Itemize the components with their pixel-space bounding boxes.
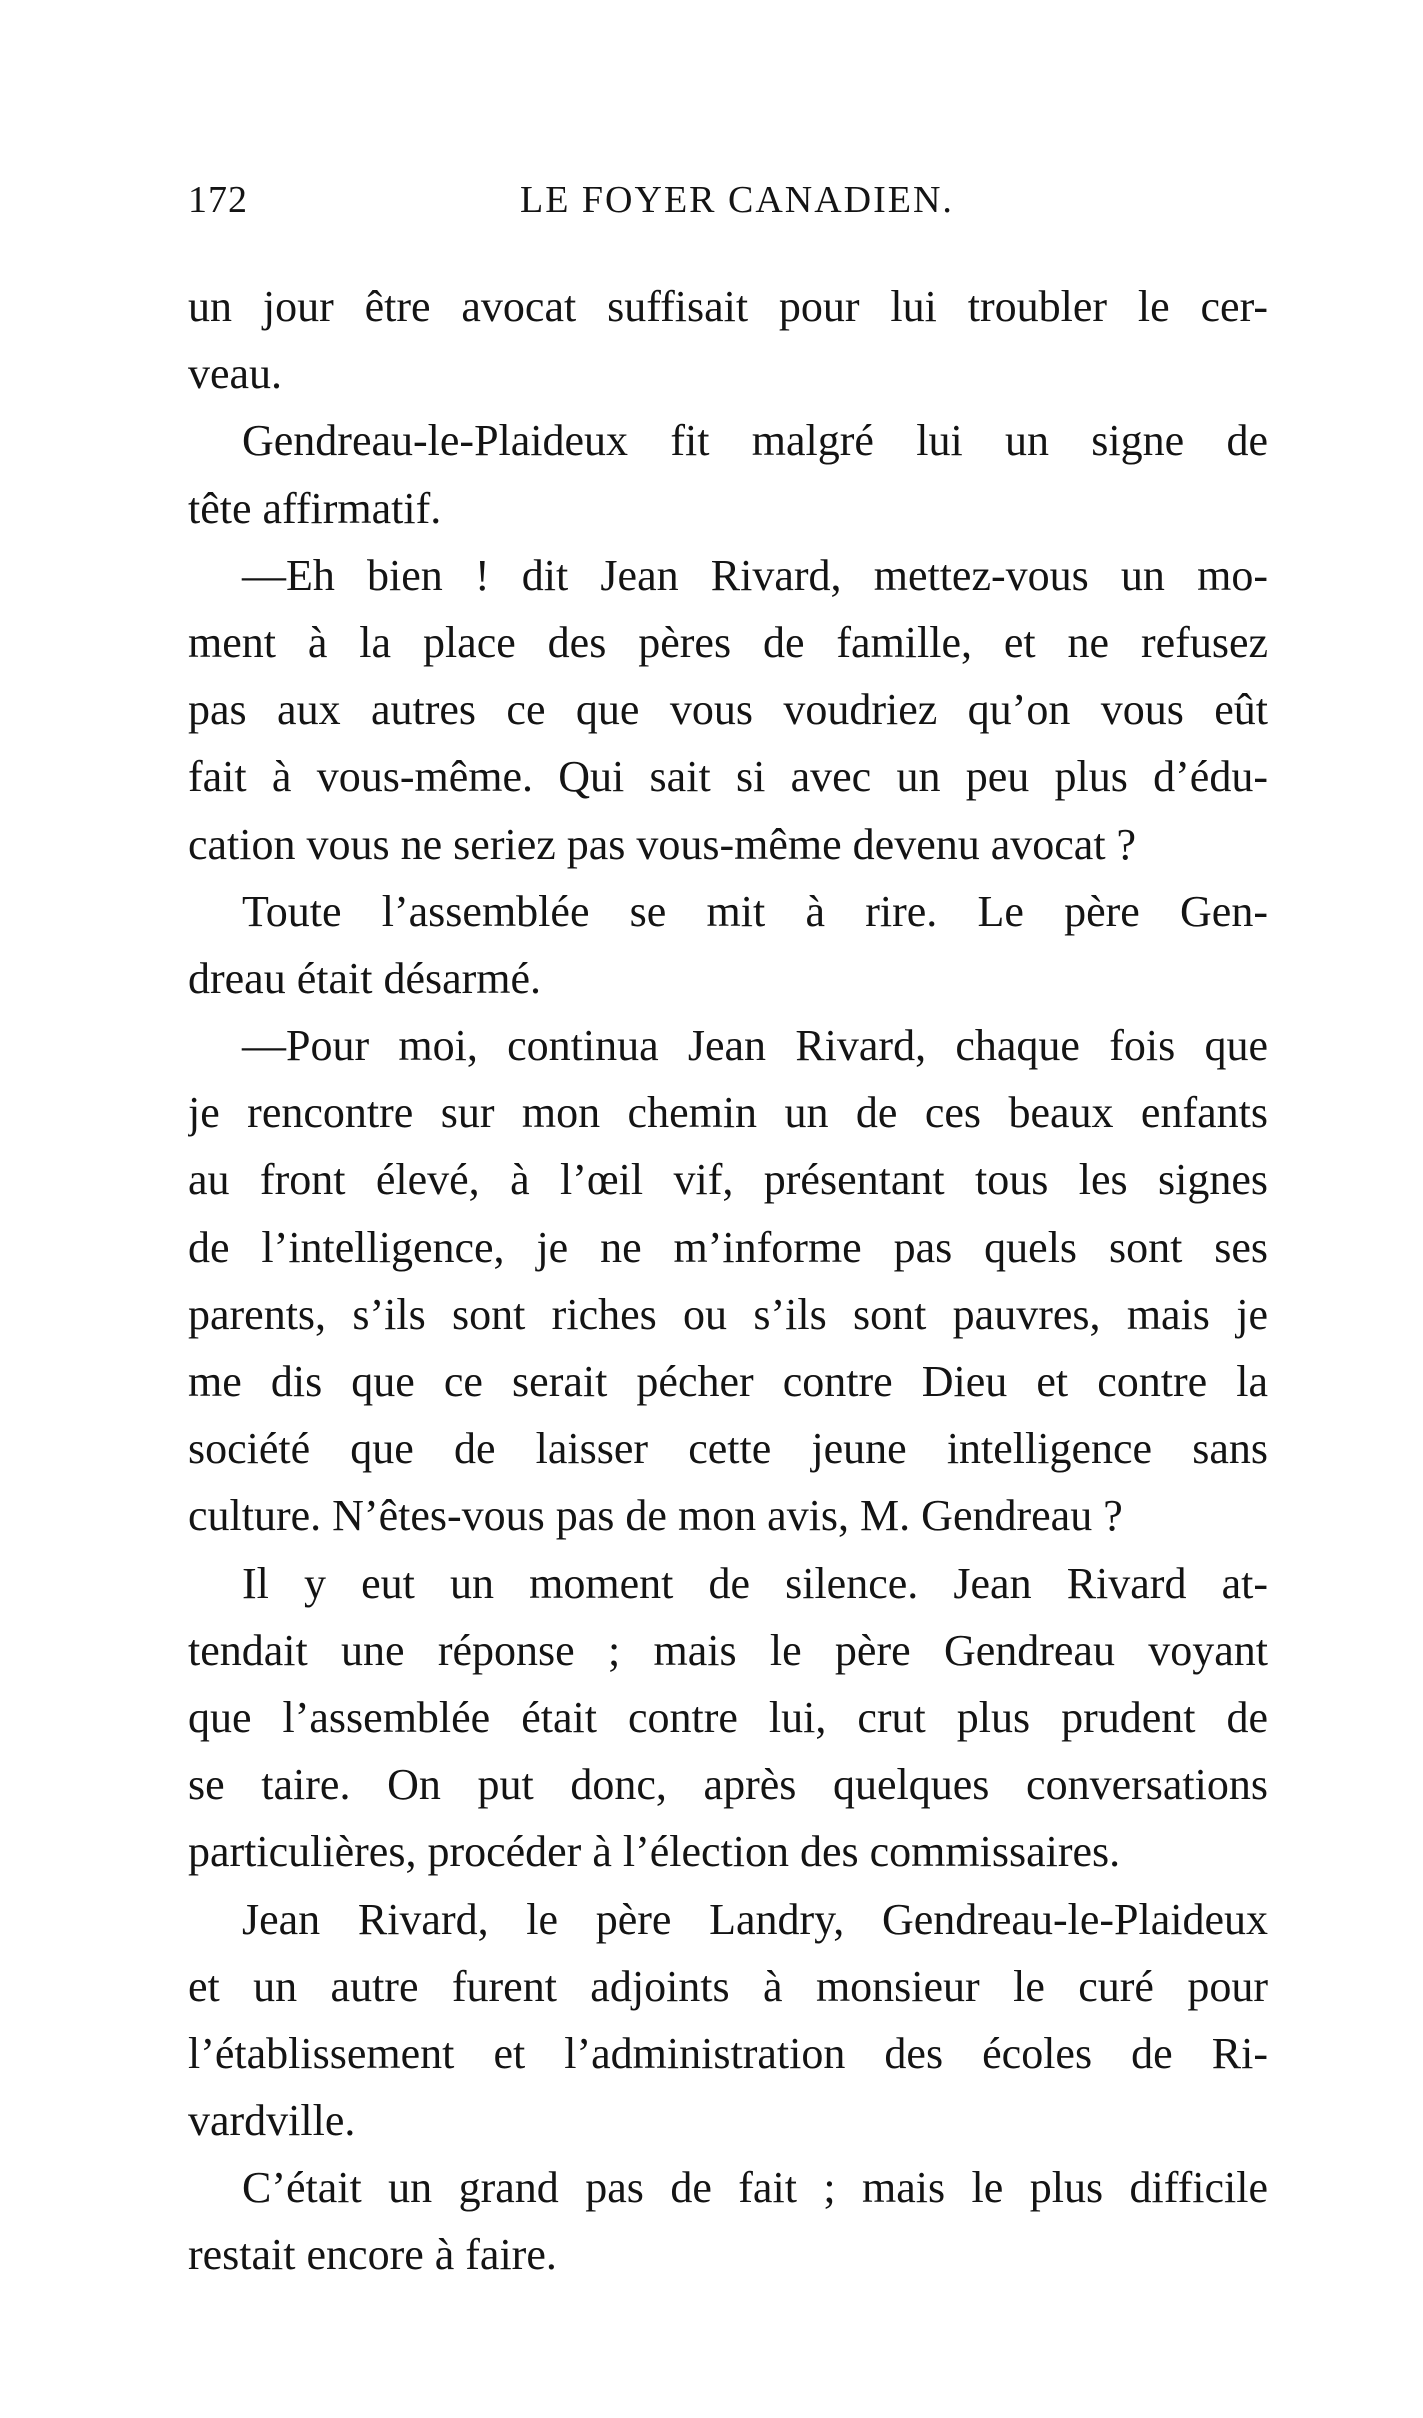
text-line: cation vous ne seriez pas vous-même devenu avocat ? (188, 819, 1137, 869)
page-number: 172 (188, 179, 248, 221)
text-line: restait encore à faire. (188, 2230, 557, 2280)
text-line: tête affirmatif. (188, 483, 442, 533)
text-line: —Pour moi, continua Jean Rivard, chaque fois que (242, 1021, 1268, 1071)
body-text (188, 273, 1268, 2289)
text-line: de l’intelligence, je ne m’informe pas quels sont ses (188, 1222, 1268, 1272)
text-line: veau. (188, 349, 283, 399)
text-line: se taire. On put donc, après quelques conversations (188, 1760, 1268, 1810)
running-head (188, 178, 1268, 228)
text-line: C’était un grand pas de fait ; mais le plus difficile (242, 2163, 1268, 2213)
text-line: Il y eut un moment de silence. Jean Rivard at- (242, 1558, 1268, 1608)
text-line: Toute l’assemblée se mit à rire. Le père Gen- (242, 886, 1268, 936)
text-line: dreau était désarmé. (188, 953, 542, 1003)
running-title: LE FOYER CANADIEN. (520, 179, 954, 221)
text-line: particulières, procéder à l’élection des commissaires. (188, 1827, 1121, 1877)
text-line: parents, s’ils sont riches ou s’ils sont pauvres, mais je (188, 1289, 1268, 1339)
text-line: société que de laisser cette jeune intelligence sans (188, 1424, 1268, 1474)
text-line: vardville. (188, 2096, 356, 2146)
text-line: —Eh bien ! dit Jean Rivard, mettez-vous un mo- (242, 550, 1268, 600)
text-line: me dis que ce serait pécher contre Dieu et contre la (188, 1357, 1268, 1406)
text-line: l’établissement et l’administration des écoles de Ri- (188, 2028, 1268, 2078)
text-line: Jean Rivard, le père Landry, Gendreau-le-Plaideux (242, 1894, 1268, 1944)
text-line: culture. N’êtes-vous pas de mon avis, M. Gendreau ? (188, 1491, 1123, 1541)
text-line: fait à vous-même. Qui sait si avec un peu plus d’édu- (188, 752, 1268, 802)
text-line: je rencontre sur mon chemin un de ces beaux enfants (188, 1088, 1268, 1138)
text-line: au front élevé, à l’œil vif, présentant tous les signes (188, 1155, 1268, 1205)
text-line: pas aux autres ce que vous voudriez qu’on vous eût (188, 685, 1268, 735)
text-line: et un autre furent adjoints à monsieur le curé pour (188, 1961, 1268, 2011)
text-line: Gendreau-le-Plaideux fit malgré lui un signe de (242, 416, 1268, 466)
text-line: que l’assemblée était contre lui, crut plus prudent de (188, 1692, 1268, 1742)
text-line: tendait une réponse ; mais le père Gendreau voyant (188, 1625, 1268, 1675)
text-line: un jour être avocat suffisait pour lui troubler le cer- (188, 282, 1268, 331)
text-line: ment à la place des pères de famille, et ne refusez (188, 617, 1268, 667)
